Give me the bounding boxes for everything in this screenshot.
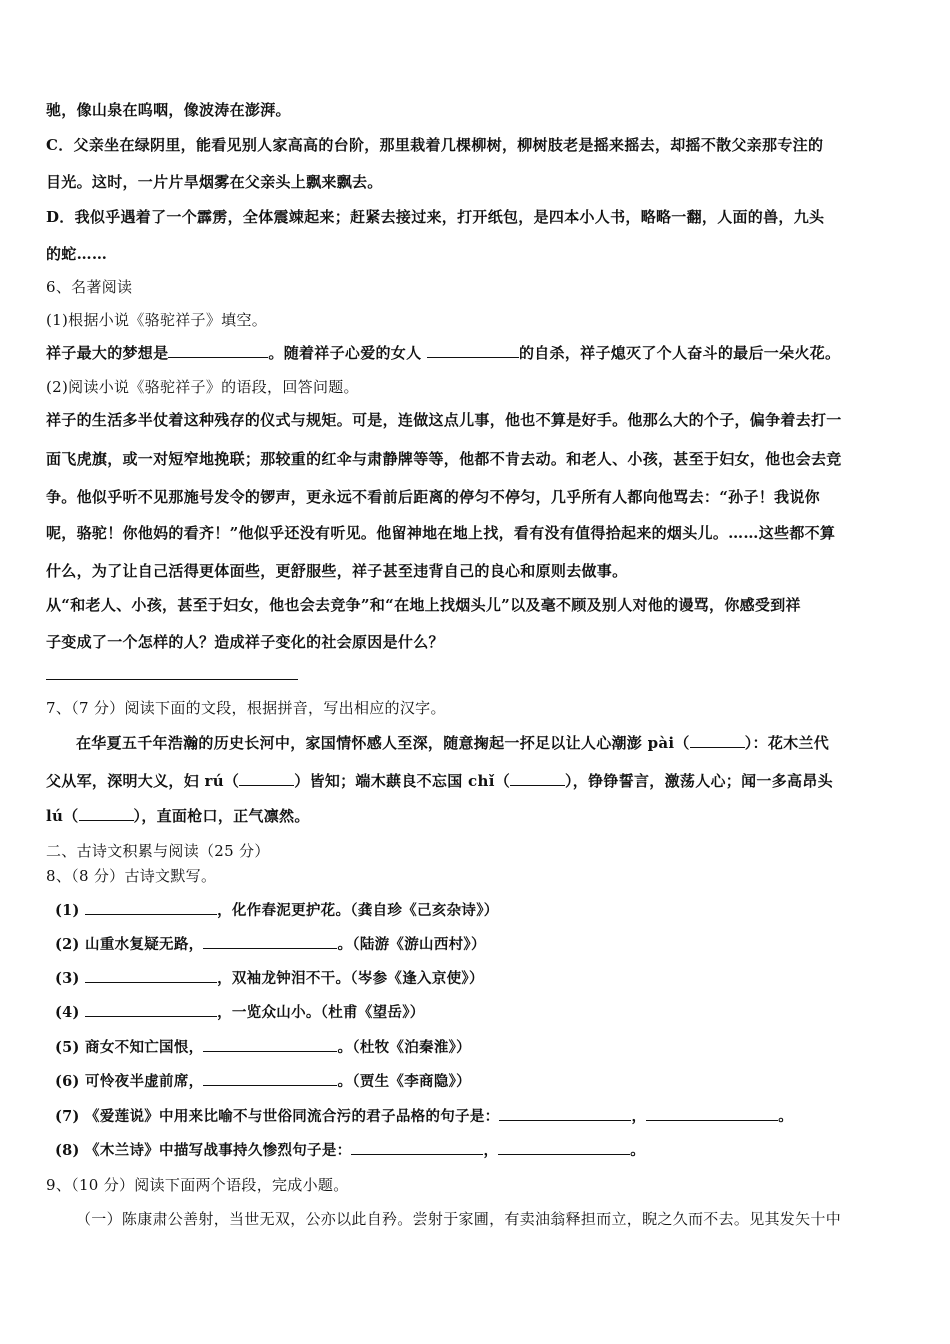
q8-item-text: (6) 可怜夜半虚前席， — [55, 1073, 204, 1090]
q8-item-1 — [55, 900, 910, 921]
q8-item-text: 。（陆游《游山西村》） — [337, 936, 486, 953]
answer-blank[interactable] — [85, 1002, 217, 1017]
q8-item-text: ，双袖龙钟泪不干。（岑参《逢入京使》） — [217, 970, 484, 987]
answer-blank[interactable] — [510, 771, 565, 786]
passage-line-5: 什么，为了让自己活得更体面些，更舒服些，祥子甚至违背自己的良心和原则去做事。 — [46, 562, 628, 580]
question-6-part-2: (2)阅读小说《骆驼祥子》的语段，回答问题。 — [46, 378, 359, 396]
q8-item-number: (4) — [55, 1004, 80, 1021]
fill-text-3: 的自杀，祥子熄灭了个人奋斗的最后一朵火花。 — [518, 344, 841, 362]
fill-text-1: 祥子最大的梦想是 — [46, 344, 169, 362]
option-c-line-2: 目光。这时，一片片旱烟雾在父亲头上飘来飘去。 — [46, 173, 383, 191]
q8-separator: ， — [631, 1108, 647, 1125]
answer-blank[interactable] — [646, 1106, 778, 1121]
question-6-fill-line — [46, 343, 910, 363]
question-7-line-3 — [46, 806, 910, 826]
question-7-line-1 — [76, 733, 910, 753]
answer-blank[interactable] — [498, 1140, 630, 1155]
q8-item-4 — [55, 1002, 910, 1023]
question-6-title: 6、名著阅读 — [46, 278, 133, 296]
q8-item-5 — [55, 1037, 910, 1058]
option-c-line-1: C．父亲坐在绿阴里，能看见别人家高高的台阶，那里栽着几棵柳树，柳树肢老是摇来摇去，却摇不散父亲那专注的 — [46, 136, 824, 154]
q7-text-6: lú（ — [46, 807, 79, 825]
q8-item-number: (3) — [55, 970, 80, 987]
question-8-title: 8、（8 分）古诗文默写。 — [46, 867, 217, 885]
option-b-continuation: 驰，像山泉在呜咽，像波涛在澎湃。 — [46, 101, 291, 119]
answer-blank[interactable] — [690, 733, 745, 748]
question-9-title: 9、（10 分）阅读下面两个语段，完成小题。 — [46, 1176, 349, 1194]
q7-text-1: 在华夏五千年浩瀚的历史长河中，家国情怀感人至深，随意掬起一抔足以让人心潮澎 pài（ — [76, 734, 690, 752]
answer-line[interactable] — [46, 679, 298, 680]
answer-blank[interactable] — [203, 1037, 337, 1052]
q8-item-8 — [55, 1140, 910, 1161]
answer-blank[interactable] — [203, 934, 337, 949]
answer-blank[interactable] — [203, 1071, 337, 1086]
q7-text-3: 父从军，深明大义，妇 rú（ — [46, 772, 240, 790]
q8-item-text: 。（贾生《李商隐》） — [337, 1073, 471, 1090]
q7-text-7: ），直面枪口，正气凛然。 — [133, 807, 310, 825]
answer-blank[interactable] — [351, 1140, 483, 1155]
q8-item-text: (2) 山重水复疑无路， — [55, 936, 204, 953]
q8-item-text: (5) 商女不知亡国恨， — [55, 1039, 204, 1056]
q7-text-5: ），铮铮誓言，激荡人心；闻一多高昂头 — [565, 772, 833, 790]
question-6-part-1: (1)根据小说《骆驼祥子》填空。 — [46, 311, 268, 329]
question-6-prompt-line-1: 从“和老人、小孩，甚至于妇女，他也会去竞争”和“在地上找烟头儿”以及毫不顾及别人对他的谩骂，你感受到祥 — [46, 596, 801, 614]
q8-item-text: (7) 《爱莲说》中用来比喻不与世俗同流合污的君子品格的句子是： — [55, 1108, 500, 1125]
q8-end-mark: 。 — [778, 1108, 794, 1125]
q8-item-3 — [55, 968, 910, 989]
q8-item-2 — [55, 934, 910, 955]
question-7-title: 7、（7 分）阅读下面的文段，根据拼音，写出相应的汉字。 — [46, 699, 446, 717]
question-6-prompt-line-2: 子变成了一个怎样的人？造成祥子变化的社会原因是什么？ — [46, 633, 444, 651]
passage-line-4: 呢，骆驼！你他妈的看齐！”他似乎还没有听见。他留神地在地上找，看有没有值得拾起来的烟头儿。……这些都不算 — [46, 524, 836, 542]
answer-blank[interactable] — [427, 343, 519, 358]
q8-item-text: ，一览众山小。（杜甫《望岳》） — [217, 1004, 425, 1021]
question-9-passage-1: （一）陈康肃公善射，当世无双，公亦以此自矜。尝射于家圃，有卖油翁释担而立，睨之久而不去。见其发矢十中 — [76, 1210, 842, 1228]
option-d-line-2: 的蛇…… — [46, 245, 108, 263]
answer-blank[interactable] — [239, 771, 294, 786]
answer-blank[interactable] — [79, 806, 134, 821]
answer-blank[interactable] — [85, 968, 217, 983]
answer-blank[interactable] — [499, 1106, 631, 1121]
q8-end-mark: 。 — [630, 1142, 646, 1159]
q7-text-4: ）皆知；端木蕻良不忘国 chǐ（ — [294, 772, 510, 790]
q8-item-text: ，化作春泥更护花。（龚自珍《己亥杂诗》） — [217, 902, 499, 919]
option-d-line-1: D．我似乎遇着了一个霹雳，全体震竦起来；赶紧去接过来，打开纸包，是四本小人书，略略一翻，人面的兽，九头 — [46, 208, 825, 226]
passage-line-2: 面飞虎旗，或一对短窄地挽联；那较重的红伞与肃静牌等等，他都不肯去动。和老人、小孩，甚至于妇女，他也会去竞 — [46, 450, 842, 468]
q8-separator: ， — [483, 1142, 499, 1159]
q8-item-6 — [55, 1071, 910, 1092]
q8-item-number: (1) — [55, 902, 80, 919]
question-7-line-2 — [46, 771, 910, 791]
q8-item-text: (8) 《木兰诗》中描写战事持久惨烈句子是： — [55, 1142, 352, 1159]
q8-item-text: 。（杜牧《泊秦淮》） — [337, 1039, 471, 1056]
passage-line-3: 争。他似乎听不见那施号发令的锣声，更永远不看前后距离的停匀不停匀，几乎所有人都向他骂去：“孙子！我说你 — [46, 488, 820, 506]
section-2-heading: 二、古诗文积累与阅读（25 分） — [46, 842, 270, 860]
passage-line-1: 祥子的生活多半仗着这种残存的仪式与规矩。可是，连做这点儿事，他也不算是好手。他那么大的个子，偏争着去打一 — [46, 411, 842, 429]
answer-blank[interactable] — [168, 343, 268, 358]
q8-item-7 — [55, 1106, 910, 1127]
answer-blank[interactable] — [85, 900, 217, 915]
fill-text-2: 。随着祥子心爱的女人 — [268, 344, 422, 362]
q7-text-2: ）：花木兰代 — [744, 734, 830, 752]
